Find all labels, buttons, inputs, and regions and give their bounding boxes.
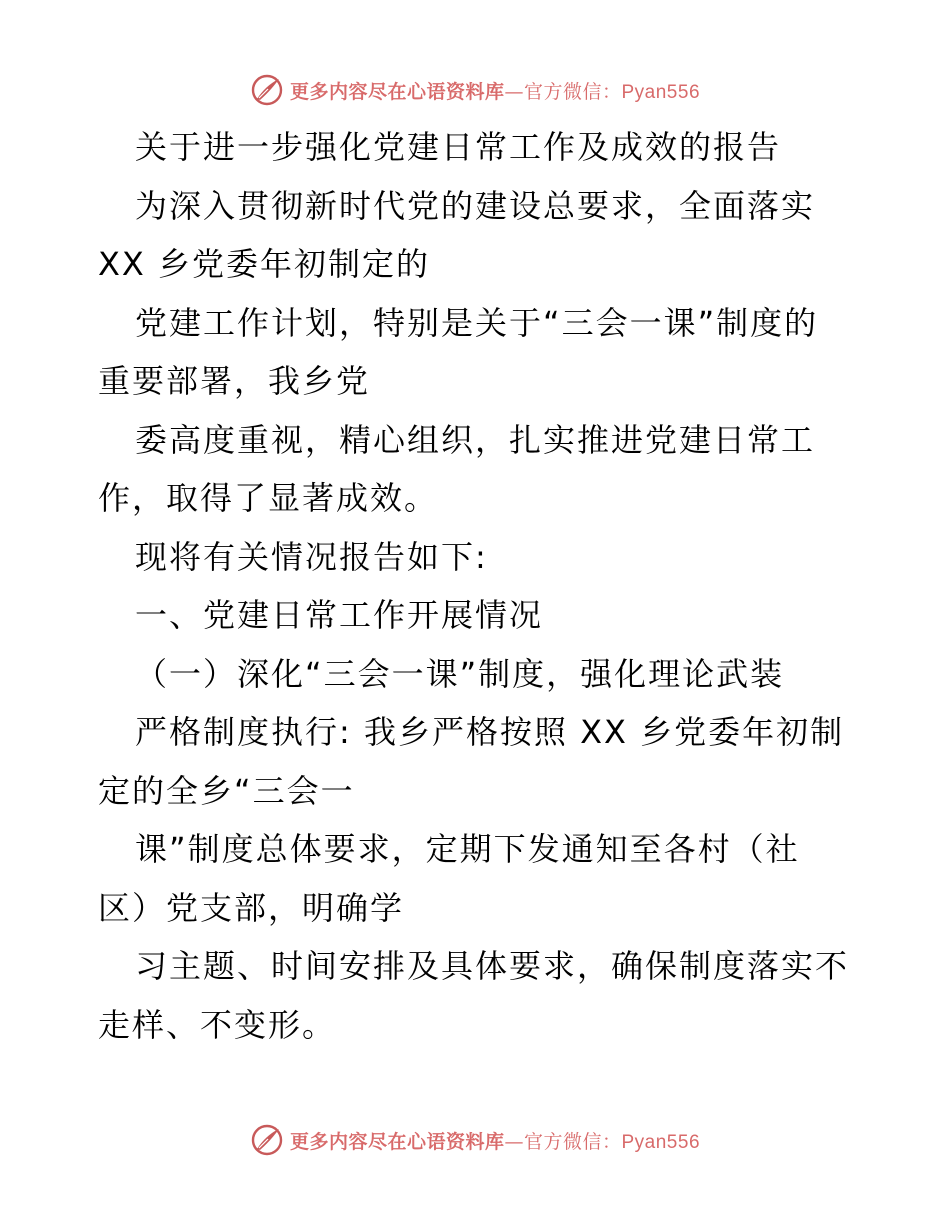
watermark-text xyxy=(290,1127,700,1154)
header-watermark xyxy=(0,70,950,110)
watermark-dash: — xyxy=(504,80,524,103)
doc-line: 为深入贯彻新时代党的建设总要求，全面落实 xyxy=(135,186,816,225)
quill-logo-icon xyxy=(250,73,284,107)
doc-line: 现将有关情况报告如下: xyxy=(135,537,488,576)
doc-line: 走样、不变形。 xyxy=(98,1005,337,1044)
doc-line: 重要部署，我乡党 xyxy=(98,362,371,400)
watermark-sub: 官方微信： xyxy=(523,1130,622,1153)
doc-line: 区）党支部，明确学 xyxy=(98,888,405,927)
doc-line: 严格制度执行: 我乡严格按照 XX 乡党委年初制 xyxy=(135,713,845,751)
doc-line: XX 乡党委年初制定的 xyxy=(98,245,431,283)
watermark-main: 更多内容尽在心语资料库 xyxy=(289,80,505,103)
watermark-main: 更多内容尽在心语资料库 xyxy=(289,1130,505,1153)
doc-line: 关于进一步强化党建日常工作及成效的报告 xyxy=(135,128,782,166)
doc-line: 一、党建日常工作开展情况 xyxy=(135,596,544,634)
doc-line: 委高度重视，精心组织，扎实推进党建日常工 xyxy=(135,420,816,459)
doc-line: 定的全乡“三会一 xyxy=(98,771,355,810)
footer-watermark xyxy=(0,1120,950,1160)
quill-logo-icon xyxy=(250,1123,284,1157)
doc-line: 党建工作计划，特别是关于“三会一课”制度的 xyxy=(135,303,819,342)
doc-line: 习主题、时间安排及具体要求，确保制度落实不 xyxy=(135,947,850,985)
watermark-sub: 官方微信： xyxy=(523,80,622,103)
doc-line: （一）深化“三会一课”制度，强化理论武装 xyxy=(135,654,785,693)
doc-line: 课”制度总体要求，定期下发通知至各村（社 xyxy=(135,830,800,868)
watermark-text xyxy=(290,77,700,104)
watermark-dash: — xyxy=(504,1130,524,1153)
watermark-id: Pyan556 xyxy=(621,1131,701,1153)
watermark-id: Pyan556 xyxy=(621,81,701,103)
document-body xyxy=(98,118,858,1054)
doc-line: 作，取得了显著成效。 xyxy=(98,479,439,517)
